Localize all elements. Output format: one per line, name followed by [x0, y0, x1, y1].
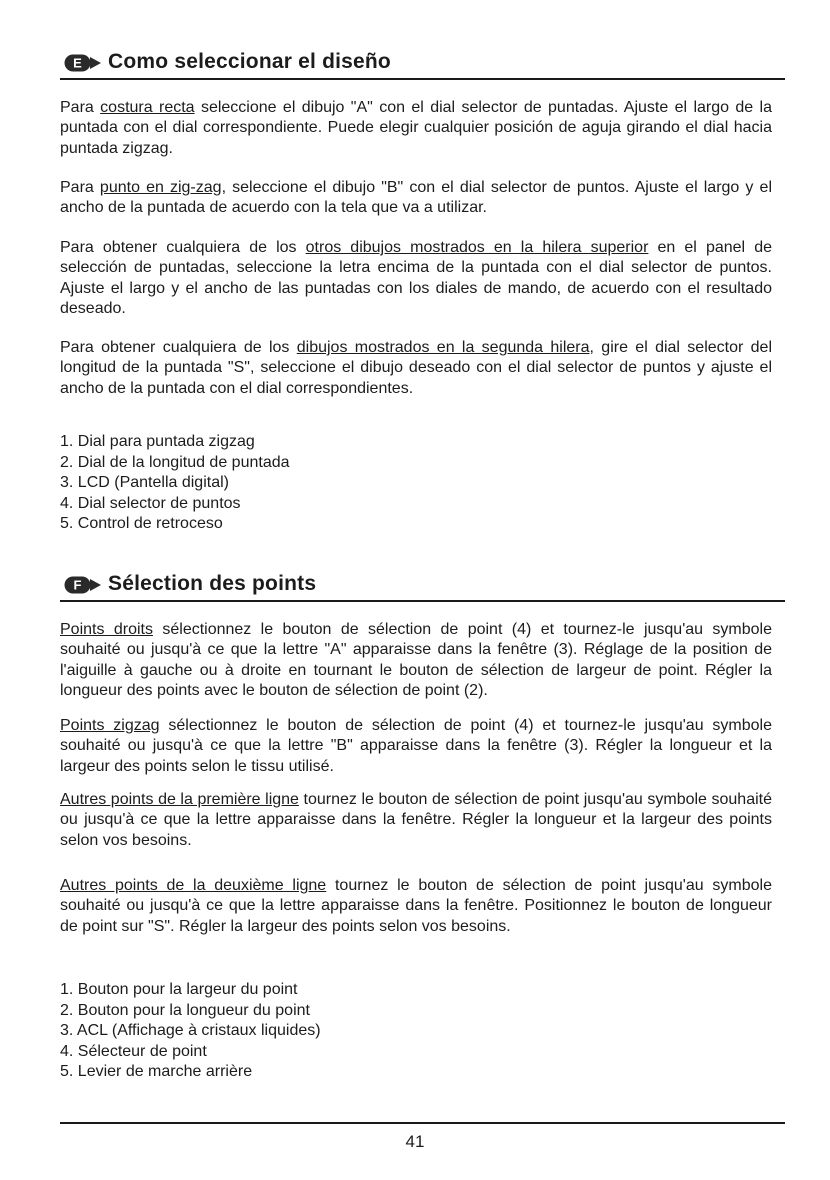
list-item: 4. Sélecteur de point — [60, 1042, 207, 1060]
badge-letter-es: E — [73, 55, 82, 71]
list-item: 3. LCD (Pantella digital) — [60, 474, 229, 491]
list-item: 2. Dial de la longitud de puntada — [60, 453, 290, 471]
term-fr-1: Points droits — [60, 621, 153, 638]
language-badge-e-icon — [64, 54, 102, 72]
list-item: 2. Bouton pour la longueur du point — [60, 1001, 310, 1019]
paragraph-fr-3: Autres points de la première ligne tournez le bouton de sélection de point jusqu'au symbole souhaité ou jusqu'à ce que la lettre apparaisse dans la fenêtre. Régler la longueur et la largeur des points selon vos besoins. — [60, 791, 772, 849]
term-es-1: costura recta — [100, 99, 195, 116]
section-title-es: Como seleccionar el diseño — [108, 50, 391, 73]
section-heading-fr — [60, 572, 785, 602]
term-fr-4: Autres points de la deuxième ligne — [60, 877, 327, 894]
paragraph-fr-4: Autres points de la deuxième ligne tournez le bouton de sélection de point jusqu'au symbole souhaité ou jusqu'à ce que la lettre apparaisse dans la fenêtre. Positionnez le bouton de longueur de point sur "S". Régler la largeur des points selon vos besoins. — [60, 877, 773, 935]
paragraph-es-1: Para costura recta seleccione el dibujo "A" con el dial selector de puntadas. Ajuste el largo de la puntada con el dial correspondiente. Puede elegir cualquier posición de aguja girando el dial hacia puntada zigzag. — [60, 99, 772, 157]
term-es-4: dibujos mostrados en la segunda hilera — [296, 339, 590, 356]
paragraph-es-2: Para punto en zig-zag, seleccione el dibujo "B" con el dial selector de puntos. Ajuste el largo y el ancho de la puntada de acuerdo con la tela que va a utilizar. — [60, 179, 772, 217]
term-es-3: otros dibujos mostrados en la hilera superior — [305, 239, 649, 256]
term-es-2: punto en zig-zag — [99, 179, 222, 196]
paragraph-fr-2: Points zigzag sélectionnez le bouton de sélection de point (4) et tournez-le jusqu'au symbole souhaité ou jusqu'à ce que la lettre "B" apparaisse dans la fenêtre (3). Régler la longueur et la largeur des points selon le tissu utilisé. — [60, 717, 773, 775]
page-number: 41 — [405, 1132, 425, 1151]
term-fr-3: Autres points de la première ligne — [60, 791, 299, 808]
paragraph-es-3: Para obtener cualquiera de los otros dibujos mostrados en la hilera superior en el panel de selección de puntadas, seleccione la letra encima de la puntada con el dial selector de puntos. Ajuste el largo y el ancho de las puntadas con los diales de mando, de acuerdo con el resultado deseado. — [60, 239, 772, 318]
paragraph-fr-1: Points droits sélectionnez le bouton de sélection de point (4) et tournez-le jusqu'au symbole souhaité ou jusqu'à ce que la lettre "A" apparaisse dans la fenêtre (3). Réglage de la position de l'aiguille à gauche ou à droite en tournant le bouton de sélection de largeur de point. Régler la longueur des points avec le bouton de sélection de point (2). — [60, 621, 773, 700]
section-heading-es — [60, 50, 785, 80]
section-title-fr: Sélection des points — [108, 572, 317, 595]
list-item: 5. Levier de marche arrière — [60, 1063, 253, 1080]
list-item: 5. Control de retroceso — [60, 515, 223, 532]
badge-letter-fr: F — [73, 577, 82, 593]
parts-list-fr — [60, 980, 321, 1083]
paragraph-es-4: Para obtener cualquiera de los dibujos mostrados en la segunda hilera, gire el dial selector del longitud de la puntada "S", seleccione el dibujo deseado con el dial selector de puntos y ajuste el ancho de la puntada con el dial correspondientes. — [60, 339, 772, 397]
list-item: 4. Dial selector de puntos — [60, 494, 241, 512]
list-item: 3. ACL (Affichage à cristaux liquides) — [60, 1022, 321, 1039]
term-fr-2: Points zigzag — [60, 717, 160, 734]
footer-divider — [60, 1122, 785, 1124]
language-badge-f-icon — [64, 576, 102, 594]
parts-list-es — [60, 432, 290, 535]
list-item: 1. Dial para puntada zigzag — [60, 433, 255, 450]
list-item: 1. Bouton pour la largeur du point — [60, 981, 298, 998]
